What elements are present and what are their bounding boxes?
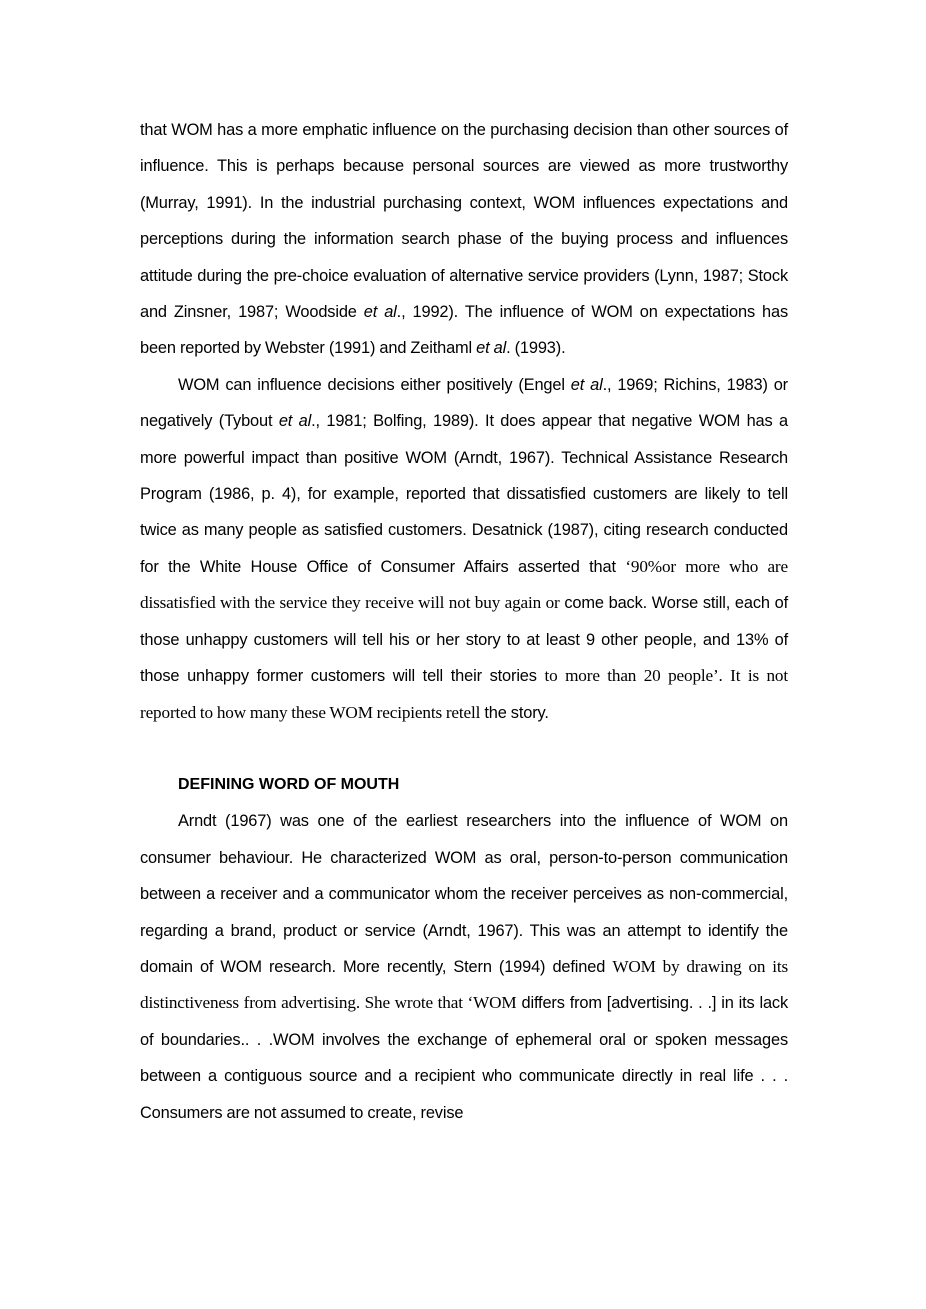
italic-et-al: et al: [278, 412, 312, 431]
text-run: WOM can influence decisions either positively (Engel: [178, 375, 571, 394]
text-run: ., 1969; Richins, 1983) or negatively (Tybout: [140, 375, 788, 431]
text-run: ., 1992). The influence of WOM on expectations has been reported by Webster (1991) and Zeithaml: [140, 303, 789, 358]
paragraph-2: [140, 367, 788, 731]
text-run: Arndt (1967) was one of the earliest researchers into the influence of WOM on consumer behaviour. He characterized WOM as oral, person-to-person communication between a receiver and a communicator whom the receiver perceives as non-commercial, regarding a brand, product or service (Arndt, 1967). This was an attempt to identify the domain of WOM research. More recently, Stern (1994) defined: [140, 812, 788, 976]
serif-quote-run: ‘90%or more who are dissatisfied with the service they receive will not buy again or: [140, 556, 788, 613]
document-page: [140, 112, 788, 1131]
section-spacer: [140, 731, 788, 767]
text-run: come back. Worse still, each of those unhappy customers will tell his or her story to at least 9 other people, and 13% of those unhappy former customers will tell their stories: [140, 594, 788, 686]
serif-quote-run: WOM by drawing on its distinctiveness from advertising. She wrote that ‘WOM: [140, 956, 788, 1013]
text-run: differs from [advertising. . .] in its lack of boundaries.. . .WOM involves the exchange of ephemeral oral or spoken messages between a contiguous source and a recipient who communicate directly in real life . . . Consumers are not assumed to create, revise: [140, 994, 788, 1122]
text-run: that WOM has a more emphatic influence on the purchasing decision than other sources of influence. This is perhaps because personal sources are viewed as more trustworthy (Murray, 1991). In the industrial purchasing context, WOM influences expectations and perceptions during the information search phase of the buying process and influences attitude during the pre-choice evaluation of alternative service providers (Lynn, 1987; Stock and Zinsner, 1987; Woodside: [140, 121, 788, 322]
section-heading: DEFINING WORD OF MOUTH: [178, 775, 400, 793]
italic-et-al: et al: [570, 375, 603, 394]
serif-quote-run: to more than 20 people’. It is not reported to how many these WOM recipients retell: [140, 666, 788, 722]
italic-et-al: et al: [363, 303, 397, 322]
text-run: the story.: [480, 703, 549, 722]
italic-et-al: et al: [476, 339, 507, 358]
text-run: . (1993).: [506, 339, 566, 358]
text-run: ., 1981; Bolfing, 1989). It does appear that negative WOM has a more powerful impact than positive WOM (Arndt, 1967). Technical Assistance Research Program (1986, p. 4), for example, reported that dissatisfied customers are likely to tell twice as many people as satisfied customers. Desatnick (1987), citing research conducted for the White House Office of Consumer Affairs asserted that: [140, 412, 788, 576]
paragraph-3: [140, 803, 788, 1131]
paragraph-1: [140, 112, 788, 367]
